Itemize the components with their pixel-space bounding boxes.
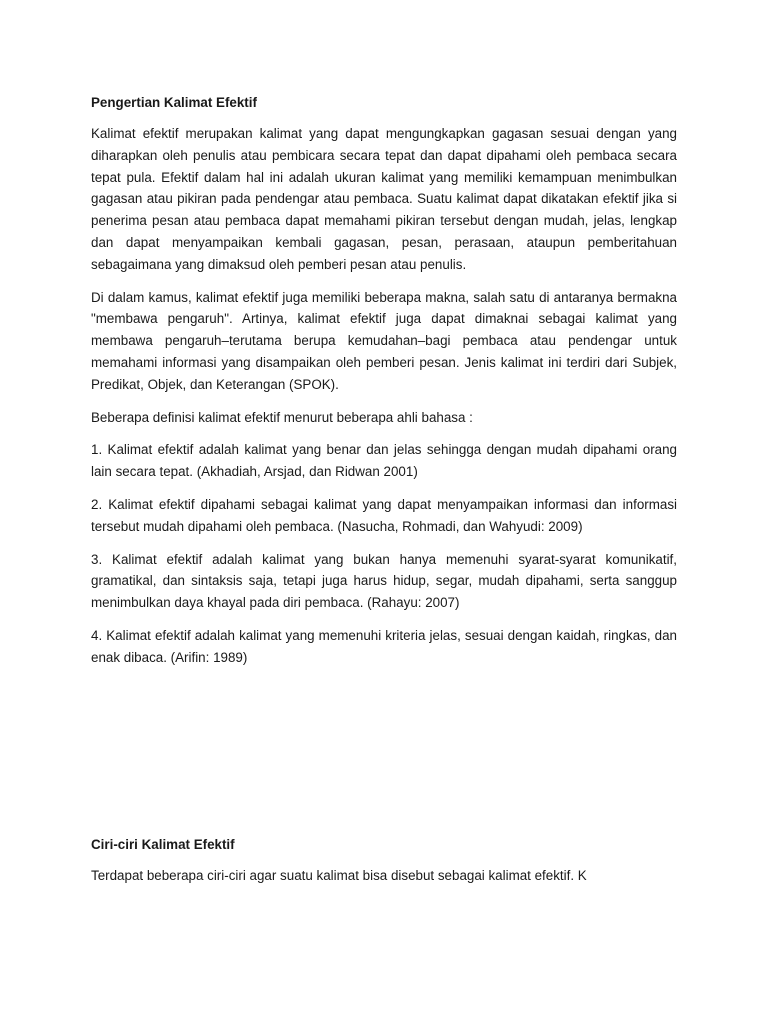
list-item-definition-2: 2. Kalimat efektif dipahami sebagai kalimat yang dapat menyampaikan informasi dan informasi tersebut mudah dipahami oleh pembaca. (Nasucha, Rohmadi, dan Wahyudi: 2009): [91, 496, 677, 534]
document-page: [91, 92, 677, 897]
list-item-definition-3: 3. Kalimat efektif adalah kalimat yang bukan hanya memenuhi syarat-syarat komunikatif, gramatikal, dan sintaksis saja, tetapi juga harus hidup, segar, mudah dipahami, serta sanggup menimbulkan daya khayal pada diri pembaca. (Rahayu: 2007): [91, 551, 677, 611]
section-spacer: [91, 680, 677, 834]
paragraph-definition: Kalimat efektif merupakan kalimat yang dapat mengungkapkan gagasan sesuai dengan yang diharapkan oleh penulis atau pembicara secara tepat dan dapat dipahami oleh pembaca secara tepat pula. Efektif dalam hal ini adalah ukuran kalimat yang memiliki kemampuan menimbulkan gagasan atau pikiran pada pendengar atau pembaca. Suatu kalimat dapat dikatakan efektif jika si penerima pesan atau pembaca dapat memahami pikiran tersebut dengan mudah, jelas, lengkap dan dapat menyampaikan kembali gagasan, pesan, perasaan, ataupun pemberitahuan sebagaimana yang dimaksud oleh pemberi pesan atau penulis.: [91, 126, 677, 272]
list-item-definition-1: 1. Kalimat efektif adalah kalimat yang benar dan jelas sehingga dengan mudah dipahami orang lain secara tepat. (Akhadiah, Arsjad, dan Ridwan 2001): [91, 442, 677, 480]
list-item-definition-4: 4. Kalimat efektif adalah kalimat yang memenuhi kriteria jelas, sesuai dengan kaidah, ringkas, dan enak dibaca. (Arifin: 1989): [91, 627, 677, 665]
paragraph-ciri: Terdapat beberapa ciri-ciri agar suatu kalimat bisa disebut sebagai kalimat efektif. K: [91, 867, 587, 883]
section-heading: Pengertian Kalimat Efektif: [91, 95, 257, 110]
paragraph-kamus: Di dalam kamus, kalimat efektif juga memiliki beberapa makna, salah satu di antaranya bermakna "membawa pengaruh". Artinya, kalimat efektif juga dapat dimaknai sebagai kalimat yang membawa pengaruh–terutama berupa kemudahan–bagi pembaca atau pendengar untuk memahami informasi yang disampaikan oleh pemberi pesan. Jenis kalimat ini terdiri dari Subjek, Predikat, Objek, dan Keterangan (SPOK).: [91, 289, 677, 392]
section-heading-ciri: Ciri-ciri Kalimat Efektif: [91, 836, 235, 852]
paragraph-intro-list: Beberapa definisi kalimat efektif menurut beberapa ahli bahasa :: [91, 409, 473, 425]
